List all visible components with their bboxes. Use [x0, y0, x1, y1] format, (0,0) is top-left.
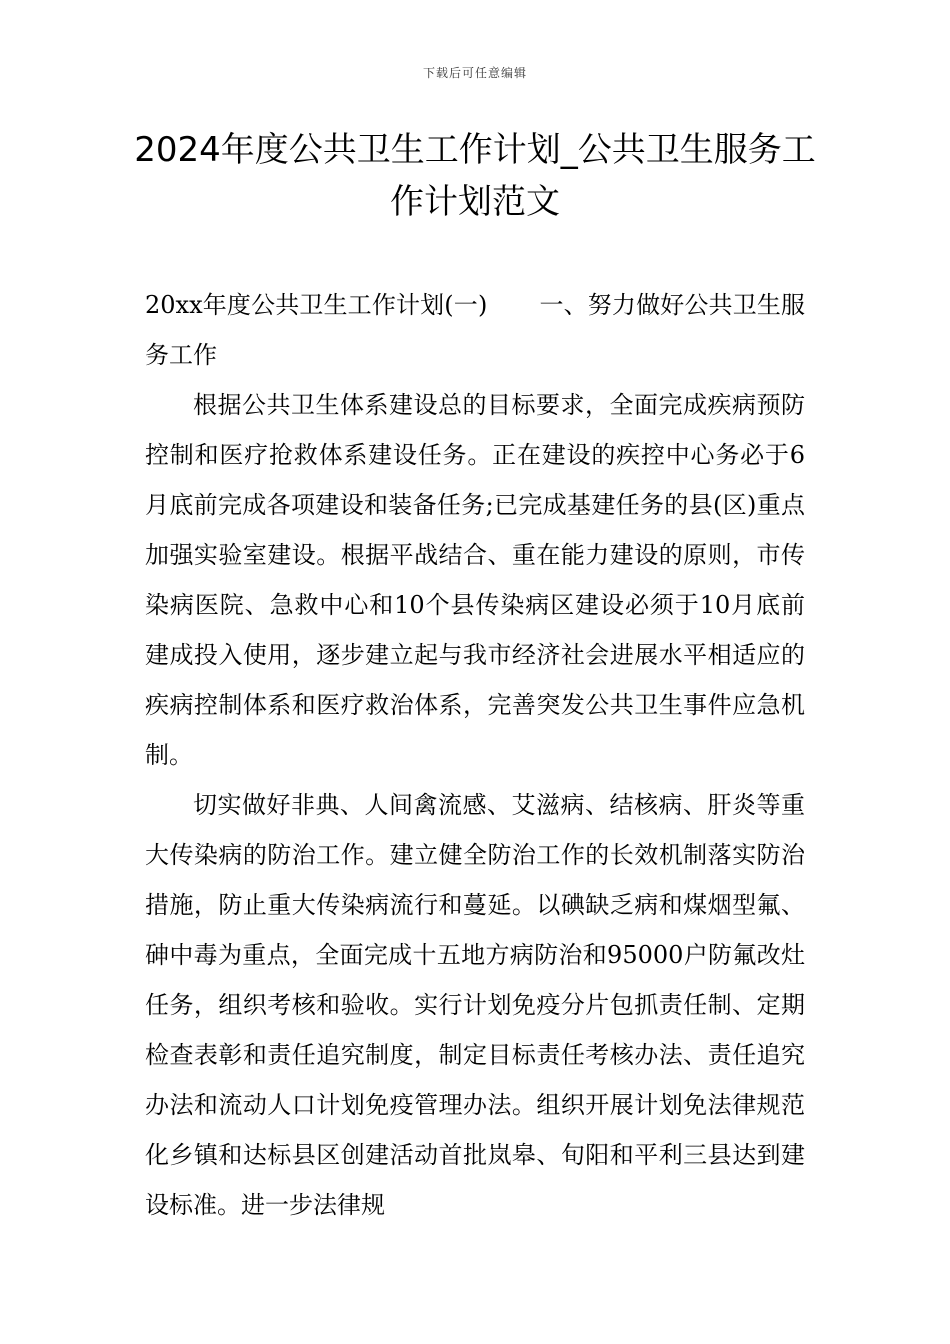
document-body — [145, 280, 805, 1230]
plan-heading: 20xx年度公共卫生工作计划(一) — [145, 291, 488, 319]
intro-line — [145, 280, 805, 380]
body-paragraph-2: 切实做好非典、人间禽流感、艾滋病、结核病、肝炎等重大传染病的防治工作。建立健全防治工作的长效机制落实防治措施，防止重大传染病流行和蔓延。以碘缺乏病和煤烟型氟、砷中毒为重点，全面完成十五地方病防治和95000户防氟改灶任务，组织考核和验收。实行计划免疫分片包抓责任制、定期检查表彰和责任追究制度，制定目标责任考核办法、责任追究办法和流动人口计划免疫管理办法。组织开展计划免法律规范化乡镇和达标县区创建活动首批岚皋、旬阳和平利三县达到建设标准。进一步法律规 — [145, 791, 805, 1219]
body-paragraph-1: 根据公共卫生体系建设总的目标要求，全面完成疾病预防控制和医疗抢救体系建设任务。正在建设的疾控中心务必于6月底前完成各项建设和装备任务;已完成基建任务的县(区)重点加强实验室建设。根据平战结合、重在能力建设的原则，市传染病医院、急救中心和10个县传染病区建设必须于10月底前建成投入使用，逐步建立起与我市经济社会进展水平相适应的疾病控制体系和医疗救治体系，完善突发公共卫生事件应急机制。 — [145, 391, 805, 769]
document-title: 2024年度公共卫生工作计划_公共卫生服务工作计划范文 — [134, 130, 816, 222]
section-heading: 一、努力做好公共卫生服务工作 — [145, 291, 806, 369]
header-note: 下载后可任意编辑 — [422, 66, 527, 80]
